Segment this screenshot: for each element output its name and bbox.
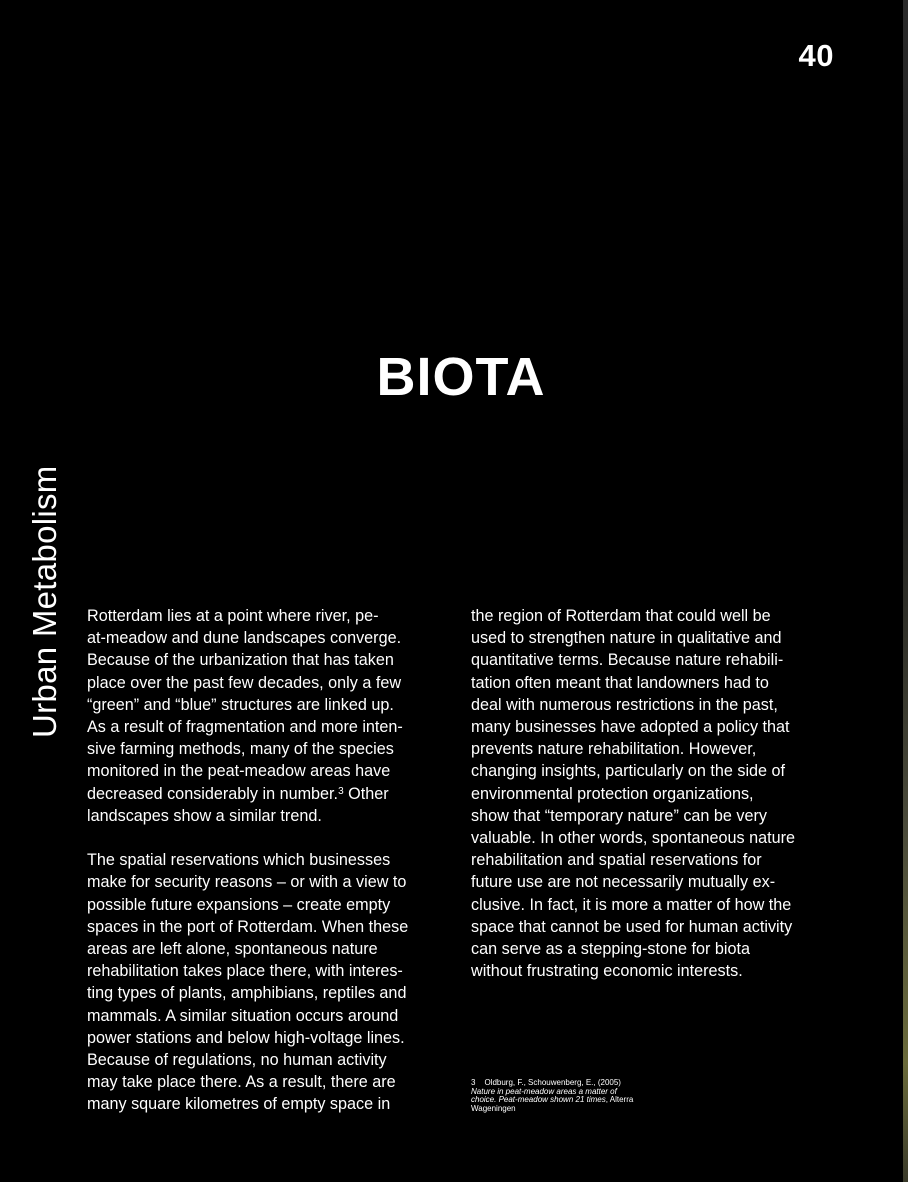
paragraph-gap — [87, 827, 457, 849]
body-line: the region of Rotterdam that could well be — [471, 607, 771, 625]
body-line: future use are not necessarily mutually ex- — [471, 873, 776, 892]
body-text: Other — [343, 784, 389, 803]
footnote — [471, 1079, 661, 1113]
body-line: Rotterdam lies at a point where river, pe- — [87, 607, 379, 625]
body-line: used to strengthen nature in qualitative and — [471, 629, 782, 648]
body-line: at-meadow and dune landscapes converge. — [87, 629, 402, 648]
body-line: show that “temporary nature” can be very — [471, 806, 768, 825]
body-line: The spatial reservations which businesses — [87, 851, 391, 870]
body-line: landscapes show a similar trend. — [87, 806, 322, 825]
body-line: rehabilitation and spatial reservations for — [471, 851, 762, 870]
body-line: power stations and below high-voltage lines. — [87, 1028, 405, 1047]
body-line: place over the past few decades, only a few — [87, 673, 402, 692]
body-line: As a result of fragmentation and more inten- — [87, 718, 403, 737]
body-line: “green” and “blue” structures are linked up. — [87, 695, 394, 714]
body-line: possible future expansions – create empty — [87, 895, 391, 914]
body-line: deal with numerous restrictions in the past, — [471, 695, 778, 714]
body-line: quantitative terms. Because nature rehabili- — [471, 651, 784, 670]
body-line: areas are left alone, spontaneous nature — [87, 940, 378, 959]
body-line: make for security reasons – or with a view to — [87, 873, 407, 892]
body-line: can serve as a stepping-stone for biota — [471, 940, 750, 959]
body-line: clusive. In fact, it is more a matter of how the — [471, 895, 792, 914]
body-line: prevents nature rehabilitation. However, — [471, 740, 757, 759]
body-line: environmental protection organizations, — [471, 784, 754, 803]
body-line: monitored in the peat-meadow areas have — [87, 762, 391, 781]
body-text: decreased considerably in number. — [87, 784, 339, 803]
footnote-authors: Oldburg, F., Schouwenberg, E., (2005) — [484, 1078, 621, 1087]
page-number: 40 — [798, 38, 834, 73]
body-line: many businesses have adopted a policy that — [471, 718, 790, 737]
body-line: spaces in the port of Rotterdam. When these — [87, 917, 409, 936]
body-column-right — [471, 605, 841, 982]
footnote-publisher: , Alterra — [605, 1095, 634, 1105]
body-line: without frustrating economic interests. — [471, 962, 743, 981]
body-line: tation often meant that landowners had to — [471, 673, 769, 692]
body-line: space that cannot be used for human activity — [471, 917, 793, 936]
body-line: Because of regulations, no human activity — [87, 1051, 387, 1070]
body-line: many square kilometres of empty space in — [87, 1095, 391, 1114]
page-edge-strip — [903, 0, 908, 1182]
section-title: BIOTA — [376, 347, 546, 407]
body-column-left — [87, 605, 457, 1116]
body-line-with-footnote — [87, 783, 457, 805]
body-line: mammals. A similar situation occurs around — [87, 1006, 399, 1025]
footnote-title: Nature in peat-meadow areas a matter of — [471, 1086, 617, 1096]
body-line: ting types of plants, amphibians, reptiles and — [87, 984, 407, 1003]
footnote-number: 3 — [471, 1078, 476, 1087]
footnote-title: choice. Peat-meadow shown 21 times — [471, 1095, 606, 1105]
footnote-reference: 3 — [338, 785, 344, 797]
body-line: changing insights, particularly on the side of — [471, 762, 786, 781]
footnote-publisher-location: Wageningen — [471, 1103, 516, 1113]
body-line: valuable. In other words, spontaneous nature — [471, 829, 795, 848]
body-line: rehabilitation takes place there, with interes- — [87, 962, 403, 981]
body-line: Because of the urbanization that has taken — [87, 651, 394, 670]
body-line: sive farming methods, many of the species — [87, 740, 394, 759]
chapter-side-label: Urban Metabolism — [26, 465, 63, 738]
body-line: may take place there. As a result, there are — [87, 1073, 396, 1092]
